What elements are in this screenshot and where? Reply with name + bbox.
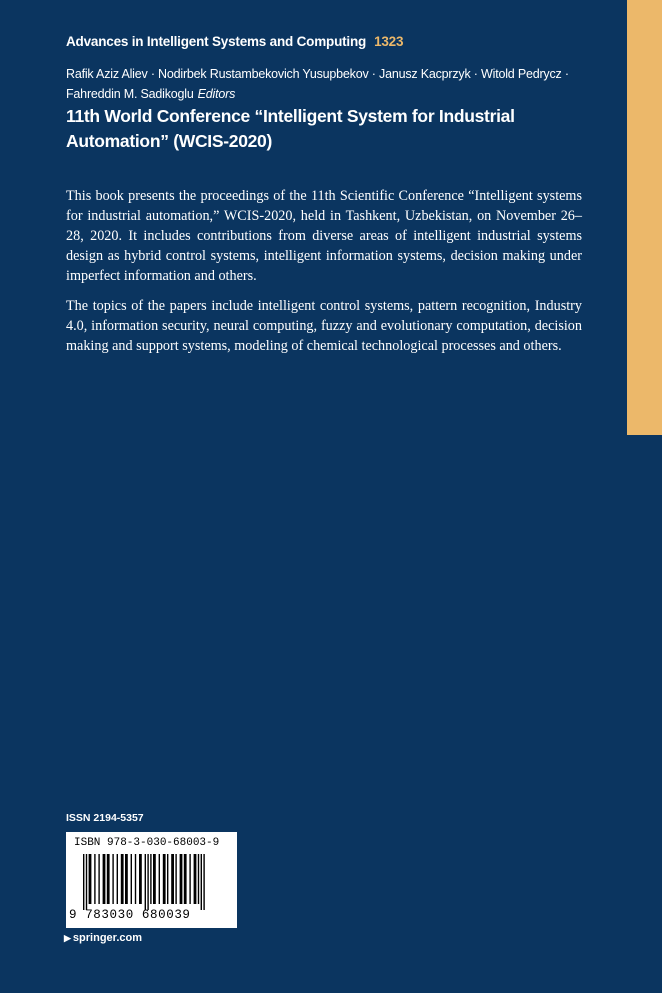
barcode-bar: [159, 854, 160, 904]
publisher-url: springer.com: [72, 932, 142, 944]
barcode-bar: [125, 854, 128, 904]
book-title-line-1: 11th World Conference “Intelligent System for Industrial: [66, 106, 515, 126]
book-description: [66, 186, 582, 366]
barcode-bar: [153, 854, 156, 904]
book-title: [66, 104, 566, 154]
series-name: Advances in Intelligent Systems and Computing: [66, 34, 367, 49]
barcode-bar: [189, 854, 190, 904]
isbn-text: ISBN 978-3-030-68003-9: [74, 837, 220, 849]
barcode-bar: [147, 854, 148, 910]
editors-role: Editors: [197, 87, 236, 101]
isbn-barcode: [66, 832, 237, 928]
barcode-bar: [83, 854, 84, 910]
barcode-bar: [107, 854, 110, 904]
barcode-bar: [139, 854, 142, 904]
editor-last-name: Fahreddin M. Sadikoglu: [66, 87, 194, 101]
barcode-bar: [98, 854, 99, 904]
issn-label: ISSN 2194-5357: [66, 812, 144, 824]
book-title-line-2: Automation” (WCIS-2020): [66, 131, 273, 151]
description-paragraph-2: The topics of the papers include intelligent control systems, pattern recognition, Industry 4.0, information security, neural computing, fuzzy and evolutionary computation, decision making and support systems, modeling of chemical technological processes and others.: [66, 298, 582, 354]
barcode-bar: [94, 854, 95, 904]
publisher-link[interactable]: [64, 932, 142, 944]
barcode-bar: [167, 854, 168, 904]
barcode-bar: [203, 854, 204, 910]
barcode-bar: [180, 854, 183, 904]
barcode-bar: [117, 854, 118, 904]
barcode-bar: [163, 854, 166, 904]
barcode-bar: [112, 854, 113, 904]
barcode-bar: [103, 854, 106, 904]
barcode-bar: [135, 854, 136, 904]
barcode-bar: [198, 854, 199, 904]
barcode-bar: [184, 854, 187, 904]
barcode-bar: [121, 854, 124, 904]
barcode-bar: [145, 854, 146, 910]
ean-digits: 9 783030 680039: [69, 908, 191, 922]
barcode-bar: [194, 854, 197, 904]
barcode-bar: [86, 854, 87, 910]
barcode-bar: [201, 854, 202, 910]
description-paragraph-1: This book presents the proceedings of the 11th Scientific Conference “Intelligent systems for industrial automation,” WCIS-2020, held in Tashkent, Uzbekistan, on November 26–28, 2020. It includes contributions from diverse areas of intelligent industrial systems design as hybrid control systems, intelligent information systems, decision making under imperfect information and others.: [66, 188, 582, 284]
barcode-bar: [150, 854, 151, 904]
barcode-bar: [175, 854, 176, 904]
barcode-bar: [89, 854, 92, 904]
editors-line-2: [66, 84, 586, 104]
editors-line-1: Rafik Aziz Aliev · Nodirbek Rustambekovich Yusupbekov · Janusz Kacprzyk · Witold Pedrycz ·: [66, 67, 569, 81]
series-heading: [66, 34, 403, 49]
barcode-bar: [131, 854, 132, 904]
series-number: 1323: [374, 34, 404, 49]
editors-block: [66, 64, 586, 104]
barcode-bar: [171, 854, 174, 904]
accent-side-strip: [627, 0, 662, 435]
triangle-right-icon: ▶: [64, 933, 71, 943]
